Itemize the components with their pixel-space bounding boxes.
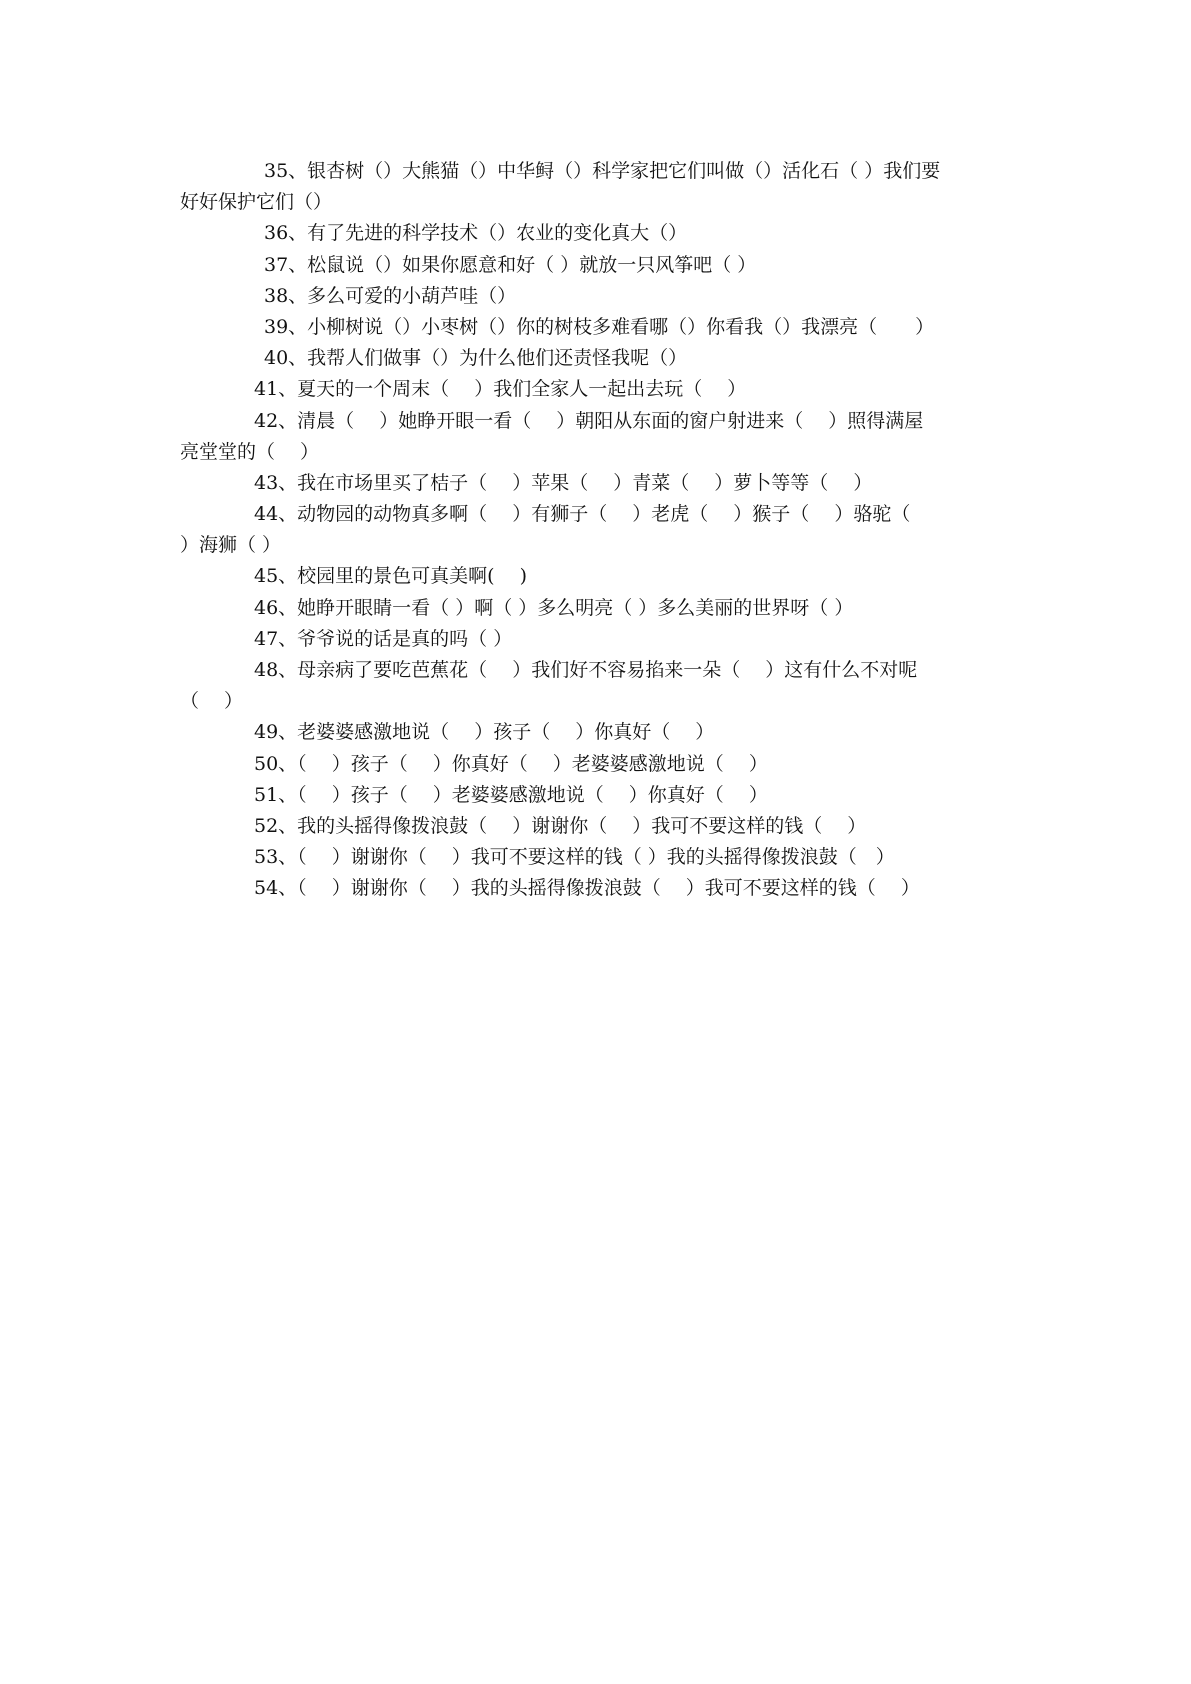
item-42-line-1: 42、清晨（ ）她睁开眼一看（ ）朝阳从东面的窗户射进来（ ）照得满屋: [254, 409, 924, 432]
exercise-list: [180, 156, 1015, 905]
item-38: 38、多么可爱的小葫芦哇（）: [264, 284, 517, 307]
item-51: 51、（ ）孩子（ ）老婆婆感激地说（ ）你真好（ ）: [254, 783, 768, 806]
item-35-line-1: 35、银杏树（）大熊猫（）中华鲟（）科学家把它们叫做（）活化石（ ）我们要: [264, 160, 941, 182]
item-43: 43、我在市场里买了桔子（ ）苹果（ ）青菜（ ）萝卜等等（ ）: [254, 471, 873, 494]
item-46: 46、她睁开眼睛一看（ ）啊（ ）多么明亮（ ）多么美丽的世界呀（ ）: [254, 596, 854, 619]
item-40: 40、我帮人们做事（）为什么他们还责怪我呢（）: [264, 347, 688, 370]
item-44-line-2: ）海狮（ ）: [180, 534, 282, 557]
item-45: 45、校园里的景色可真美啊( ): [254, 565, 528, 588]
item-36: 36、有了先进的科学技术（）农业的变化真大（）: [264, 222, 688, 245]
item-41: 41、夏天的一个周末（ ）我们全家人一起出去玩（ ）: [254, 378, 747, 401]
item-48-line-1: 48、母亲病了要吃芭蕉花（ ）我们好不容易掐来一朵（ ）这有什么不对呢: [254, 659, 918, 681]
item-54: 54、（ ）谢谢你（ ）我的头摇得像拨浪鼓（ ）我可不要这样的钱（ ）: [254, 877, 920, 900]
item-37: 37、松鼠说（）如果你愿意和好（ ）就放一只风筝吧（ ）: [264, 253, 757, 276]
item-47: 47、爷爷说的话是真的吗（ ）: [254, 627, 513, 650]
item-52: 52、我的头摇得像拨浪鼓（ ）谢谢你（ ）我可不要这样的钱（ ）: [254, 814, 867, 837]
item-44-line-1: 44、动物园的动物真多啊（ ）有狮子（ ）老虎（ ）猴子（ ）骆驼（: [254, 503, 911, 526]
item-49: 49、老婆婆感激地说（ ）孩子（ ）你真好（ ）: [254, 721, 715, 744]
item-50: 50、（ ）孩子（ ）你真好（ ）老婆婆感激地说（ ）: [254, 752, 768, 775]
item-42-line-2: 亮堂堂的（ ）: [180, 440, 320, 463]
item-48-line-2: （ ）: [180, 690, 244, 713]
item-35-line-2: 好好保护它们（）: [180, 191, 333, 214]
item-39: 39、小柳树说（）小枣树（）你的树枝多难看哪（）你看我（）我漂亮（ ）: [264, 315, 935, 338]
item-53: 53、（ ）谢谢你（ ）我可不要这样的钱（ ）我的头摇得像拨浪鼓（ ）: [254, 846, 895, 869]
